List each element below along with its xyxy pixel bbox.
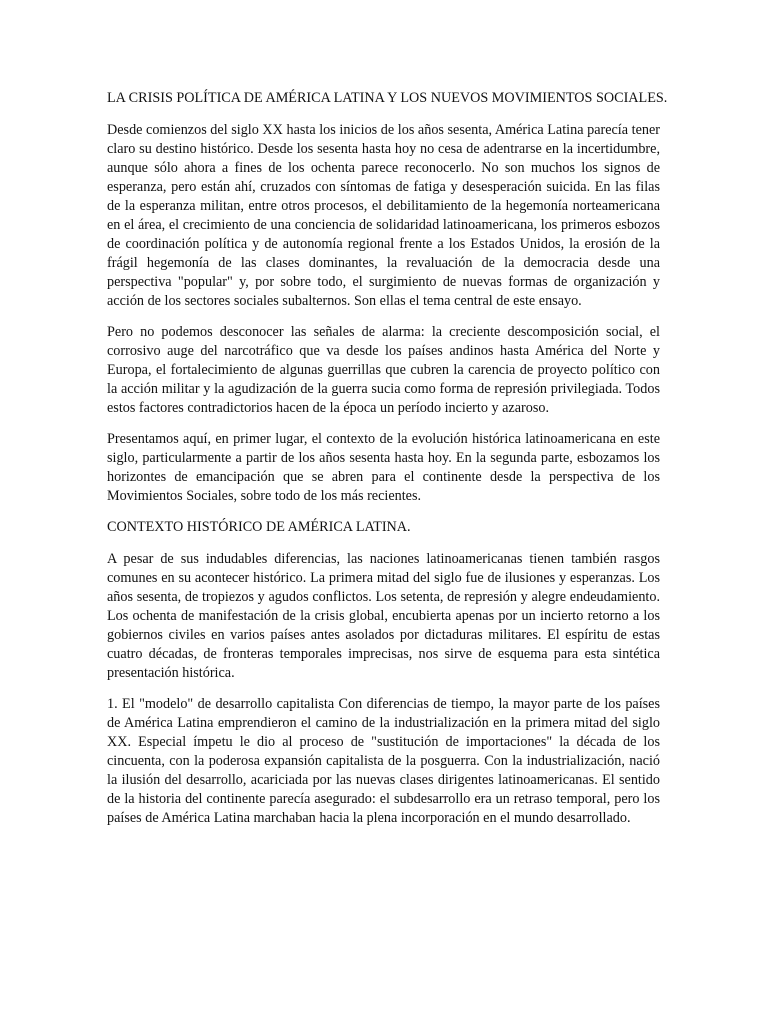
document-page [107,89,668,840]
section-heading: CONTEXTO HISTÓRICO DE AMÉRICA LATINA. [107,519,411,535]
intro-paragraph-3: Presentamos aquí, en primer lugar, el contexto de la evolución histórica latinoamericana en este siglo, particularmente a partir de los años sesenta hasta hoy. En la segunda parte, esbozamos los horizontes de emancipación que se abren para el continente desde la perspectiva de los Movimientos Sociales, sobre todo de los más recientes. [107,431,660,504]
section-paragraph-1: A pesar de sus indudables diferencias, las naciones latinoamericanas tienen también rasgos comunes en su acontecer histórico. La primera mitad del siglo fue de ilusiones y esperanzas. Los años sesenta, de tropiezos y agudos conflictos. Los setenta, de represión y alegre endeudamiento. Los ochenta de manifestación de la crisis global, encubierta apenas por un incierto retorno a los gobiernos civiles en varios países antes asolados por dictaduras militares. El espíritu de estas cuatro décadas, de fronteras temporales imprecisas, nos sirve de esquema para esta sintética presentación histórica. [107,551,660,681]
intro-paragraph-2: Pero no podemos desconocer las señales de alarma: la creciente descomposición social, el corrosivo auge del narcotráfico que va desde los países andinos hasta América del Norte y Europa, el fortalecimiento de algunas guerrillas que cubren la carencia de proyecto político con la acción militar y la agudización de la guerra sucia como forma de represión privilegiada. Todos estos factores contradictorios hacen de la época un período incierto y azaroso. [107,324,660,416]
document-title: LA CRISIS POLÍTICA DE AMÉRICA LATINA Y LOS NUEVOS MOVIMIENTOS SOCIALES. [107,90,668,106]
intro-paragraph-1: Desde comienzos del siglo XX hasta los inicios de los años sesenta, América Latina parecía tener claro su destino histórico. Desde los sesenta hasta hoy no cesa de adentrarse en la incertidumbre, aunque sólo ahora a fines de los ochenta parece reconocerlo. No son muchos los signos de esperanza, pero están ahí, cruzados con síntomas de fatiga y desesperación suicida. En las filas de la esperanza militan, entre otros procesos, el debilitamiento de la hegemonía norteamericana en el área, el crecimiento de una conciencia de solidaridad latinoamericana, los primeros esbozos de coordinación política y de autonomía regional frente a los Estados Unidos, la erosión de la frágil hegemonía de las clases dominantes, la revaluación de la democracia desde una perspectiva "popular" y, por sobre todo, el surgimiento de nuevas formas de organización y acción de los sectores sociales subalternos. Son ellas el tema central de este ensayo. [107,122,660,309]
section-paragraph-2: 1. El "modelo" de desarrollo capitalista Con diferencias de tiempo, la mayor parte de los países de América Latina emprendieron el camino de la industrialización en la primera mitad del siglo XX. Especial ímpetu le dio al proceso de "sustitución de importaciones" la década de los cincuenta, con la poderosa expansión capitalista de la posguerra. Con la industrialización, nació la ilusión del desarrollo, acariciada por las nuevas clases dirigentes latinoamericanas. El sentido de la historia del continente parecía asegurado: el subdesarrollo era un retraso temporal, pero los países de América Latina marchaban hacia la plena incorporación en el mundo desarrollado. [107,696,660,826]
